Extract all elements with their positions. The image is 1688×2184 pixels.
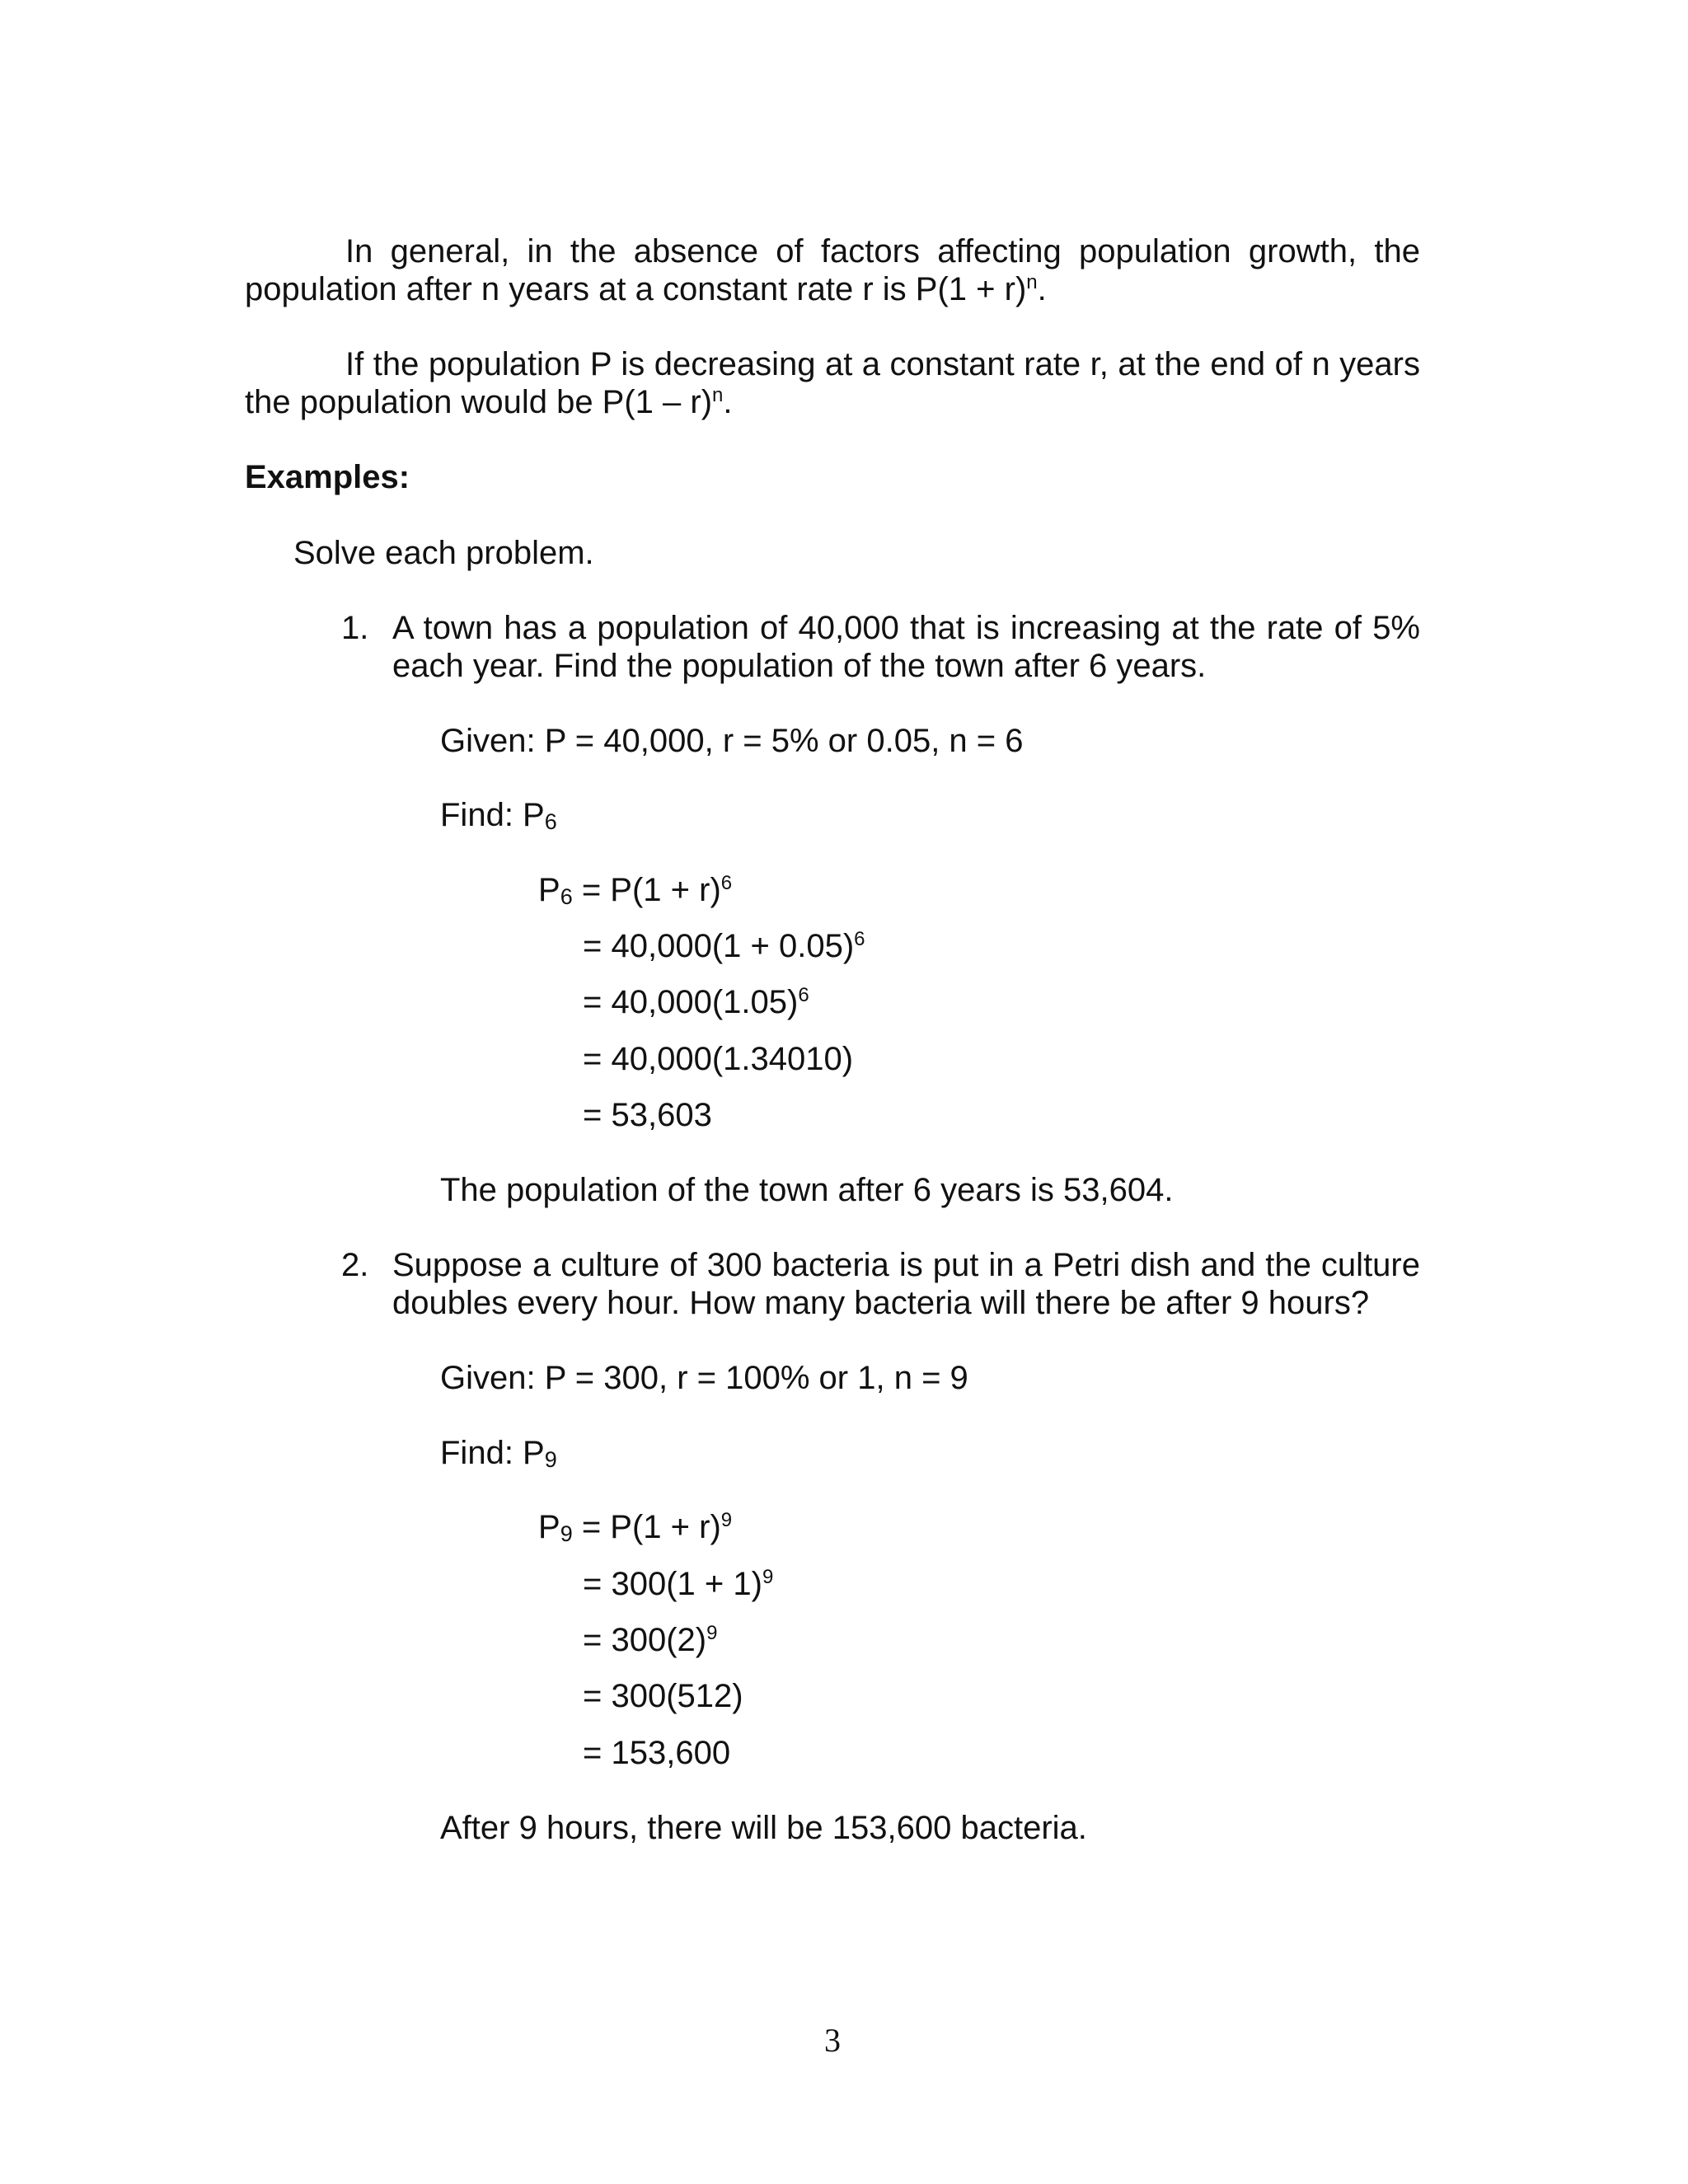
intro-p2-line1: If the population P is decreasing at a constant rate r, at the end of n years (345, 346, 1420, 382)
intro-p2-text: the population would be P(1 – r) (245, 384, 713, 420)
example-1-step1-rest: = P(1 + r) (572, 872, 721, 908)
example-1-step1-p: P (538, 872, 560, 908)
example-2-step2-exponent: 9 (762, 1566, 774, 1588)
instruction-text: Solve each problem. (293, 535, 594, 571)
example-2-line2: doubles every hour. How many bacteria will there be after 9 hours? (392, 1285, 1370, 1321)
example-1-step1-subscript: 6 (560, 884, 573, 909)
example-2-step-1 (538, 1508, 732, 1546)
intro-p2-line2 (245, 383, 1420, 421)
intro-paragraph-2 (245, 345, 1420, 421)
example-2-step-3 (583, 1621, 717, 1659)
example-2-find (440, 1434, 557, 1472)
example-2-step1-p: P (538, 1509, 560, 1545)
intro-p1-line1: In general, in the absence of factors affecting population growth, the (345, 233, 1420, 269)
example-2-step-2 (583, 1565, 773, 1603)
example-1-find-subscript: 6 (544, 809, 557, 834)
example-2-step3-text: = 300(2) (583, 1622, 707, 1658)
example-1-find-label: Find: P (440, 797, 545, 833)
example-1-line2: each year. Find the population of the town after 6 years. (392, 648, 1207, 684)
example-2-line1: Suppose a culture of 300 bacteria is put in a Petri dish and the culture (392, 1247, 1420, 1283)
example-1-problem (392, 609, 1420, 685)
intro-p1-line2 (245, 270, 1420, 308)
example-1-given: Given: P = 40,000, r = 5% or 0.05, n = 6 (440, 723, 1024, 759)
example-1-step1-exponent: 6 (720, 872, 733, 894)
example-2-step1-exponent: 9 (720, 1509, 733, 1531)
example-2-step-5: = 153,600 (583, 1735, 731, 1771)
intro-p2-exponent: n (712, 384, 724, 406)
example-1-step-3 (583, 983, 809, 1021)
example-2-step-4: = 300(512) (583, 1678, 743, 1714)
example-1-step-5: = 53,603 (583, 1097, 712, 1133)
intro-p2-end: . (723, 384, 733, 420)
example-1-step-2 (583, 927, 865, 965)
example-2-problem (392, 1246, 1420, 1322)
example-1-find (440, 796, 557, 834)
page-number: 3 (824, 2022, 841, 2059)
example-2-given: Given: P = 300, r = 100% or 1, n = 9 (440, 1360, 968, 1396)
example-1-step-1 (538, 871, 732, 909)
example-2-number: 2. (341, 1247, 369, 1283)
example-2-step1-subscript: 9 (560, 1521, 573, 1546)
example-1-step2-exponent: 6 (854, 928, 865, 950)
example-1-line1: A town has a population of 40,000 that is increasing at the rate of 5% (392, 610, 1420, 646)
examples-heading: Examples: (245, 459, 410, 495)
intro-paragraph-1 (245, 232, 1420, 308)
intro-p1-exponent: n (1026, 271, 1038, 293)
example-2-step2-text: = 300(1 + 1) (583, 1566, 762, 1602)
example-1-step-4: = 40,000(1.34010) (583, 1041, 854, 1077)
example-1-step2-text: = 40,000(1 + 0.05) (583, 928, 855, 964)
intro-p1-text: population after n years at a constant rate r is P(1 + r) (245, 271, 1027, 307)
example-2-step1-rest: = P(1 + r) (572, 1509, 721, 1545)
example-1-step3-text: = 40,000(1.05) (583, 984, 799, 1020)
example-2-conclusion: After 9 hours, there will be 153,600 bacteria. (440, 1810, 1087, 1846)
example-2-find-label: Find: P (440, 1435, 545, 1471)
example-2-step3-exponent: 9 (706, 1622, 718, 1644)
intro-p1-end: . (1037, 271, 1047, 307)
example-1-step3-exponent: 6 (798, 984, 809, 1006)
example-1-conclusion: The population of the town after 6 years is 53,604. (440, 1172, 1174, 1208)
example-1-number: 1. (341, 610, 369, 646)
example-2-find-subscript: 9 (544, 1447, 557, 1472)
